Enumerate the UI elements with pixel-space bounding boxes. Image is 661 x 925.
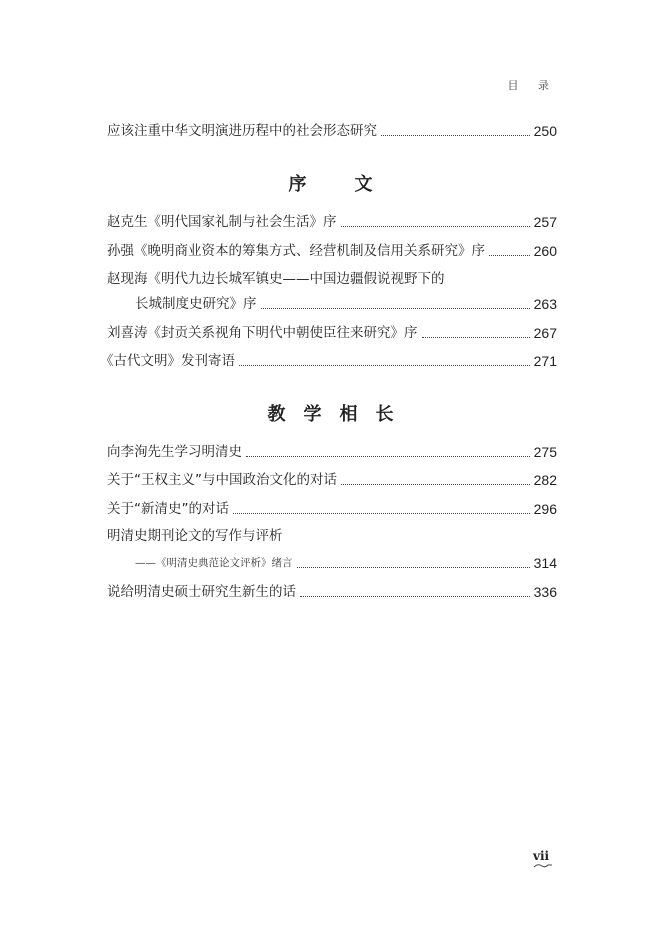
- leader-dots: [297, 567, 530, 568]
- toc-entry-subtitle: ——《明清史典范论文评析》绪言: [135, 557, 293, 569]
- leader-dots: [233, 513, 530, 514]
- toc-entry-title: 应该注重中华文明演进历程中的社会形态研究: [107, 123, 377, 139]
- toc-entry[interactable]: [135, 294, 557, 314]
- toc-entry-title: 刘喜涛《封贡关系视角下明代中朝使臣往来研究》序: [107, 325, 418, 341]
- toc-entry-title: 关于“新清史”的对话: [107, 501, 229, 517]
- toc-entry-page: 296: [533, 501, 557, 517]
- toc-entry-title: 赵克生《明代国家礼制与社会生活》序: [107, 214, 337, 230]
- toc-entry-page: 260: [533, 243, 557, 259]
- toc-entry-title: 孙强《晚明商业资本的筹集方式、经营机制及信用关系研究》序: [107, 243, 485, 259]
- toc-entry-page: 267: [533, 325, 557, 341]
- toc-entry-title: 关于“王权主义”与中国政治文化的对话: [107, 472, 337, 488]
- toc-entry[interactable]: [135, 553, 557, 573]
- toc-entry-title-line1[interactable]: 赵现海《明代九边长城军镇史——中国边疆假说视野下的: [107, 271, 445, 287]
- toc-entry-page: 275: [533, 444, 557, 460]
- leader-dots: [341, 484, 530, 485]
- toc-entry-page: 314: [533, 555, 557, 571]
- ornament-icon: [533, 863, 553, 869]
- toc-entry-page: 250: [533, 123, 557, 139]
- page-number: vii: [533, 849, 550, 863]
- toc-entry[interactable]: [107, 323, 557, 343]
- toc-entry-page: 257: [533, 214, 557, 230]
- toc-entry[interactable]: [100, 351, 557, 371]
- toc-entry-title-line2: 长城制度史研究》序: [135, 296, 257, 312]
- toc-entry-page: 271: [533, 353, 557, 369]
- leader-dots: [341, 226, 530, 227]
- toc-entry-title-line1[interactable]: 明清史期刊论文的写作与评析: [107, 528, 283, 544]
- toc-entry[interactable]: [107, 582, 557, 602]
- toc-entry[interactable]: [107, 470, 557, 490]
- toc-entry-page: 336: [533, 584, 557, 600]
- leader-dots: [422, 337, 530, 338]
- leader-dots: [261, 308, 530, 309]
- leader-dots: [381, 135, 530, 136]
- toc-entry-title: 《古代文明》发刊寄语: [100, 353, 235, 369]
- running-head: 目 录: [507, 79, 557, 92]
- leader-dots: [239, 365, 530, 366]
- section-heading-teaching: 教学相长: [267, 404, 412, 425]
- toc-entry-page: 263: [533, 296, 557, 312]
- leader-dots: [489, 255, 530, 256]
- leader-dots: [300, 596, 530, 597]
- leader-dots: [246, 456, 530, 457]
- toc-entry[interactable]: [107, 241, 557, 261]
- toc-entry[interactable]: [107, 499, 557, 519]
- toc-entry-page: 282: [533, 472, 557, 488]
- toc-entry[interactable]: [107, 121, 557, 141]
- toc-entry[interactable]: [107, 442, 557, 462]
- toc-entry-title: 向李洵先生学习明清史: [107, 444, 242, 460]
- toc-entry-title: 说给明清史硕士研究生新生的话: [107, 584, 296, 600]
- toc-entry[interactable]: [107, 212, 557, 232]
- section-heading-preface: 序 文: [288, 174, 373, 195]
